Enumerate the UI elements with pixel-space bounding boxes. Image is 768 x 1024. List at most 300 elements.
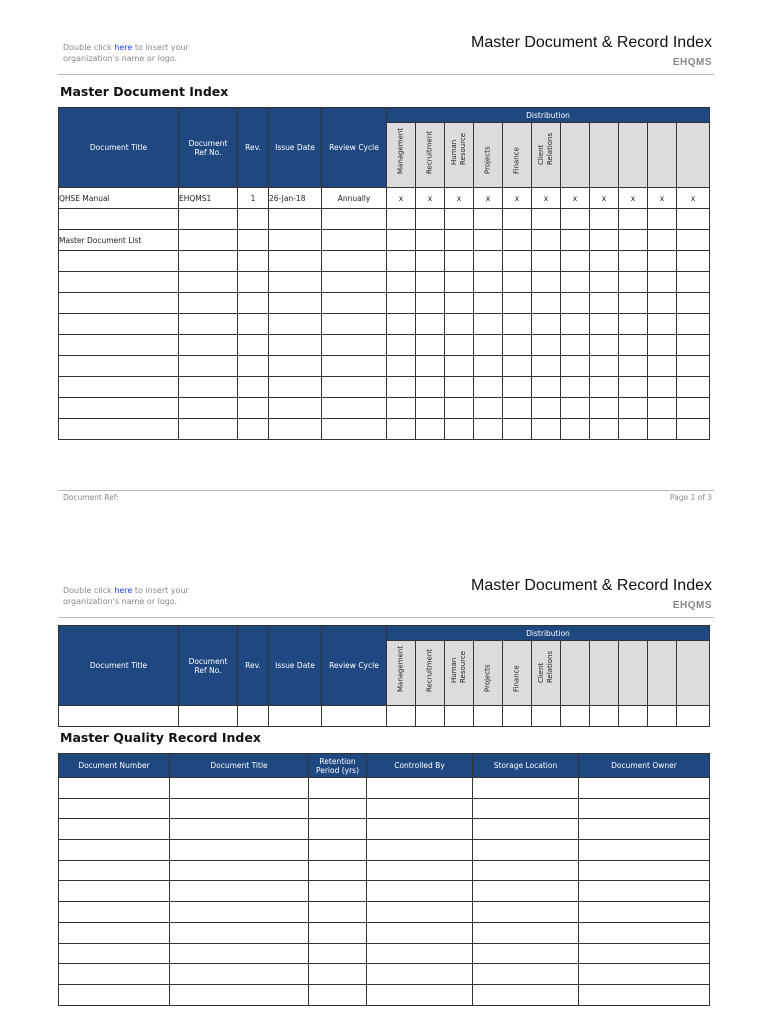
record-cell[interactable] <box>170 943 309 964</box>
cell-distribution-mark[interactable] <box>648 251 677 272</box>
cell-distribution-mark[interactable] <box>532 272 561 293</box>
cell-distribution-mark[interactable] <box>416 706 445 727</box>
cell-distribution-mark[interactable] <box>532 230 561 251</box>
cell-distribution-mark[interactable] <box>619 314 648 335</box>
record-cell[interactable] <box>579 943 710 964</box>
footer-doc-ref: Document Ref: <box>63 493 119 502</box>
cell-distribution-mark[interactable] <box>590 251 619 272</box>
record-cell[interactable] <box>170 798 309 819</box>
cell-review-cycle[interactable] <box>322 230 387 251</box>
record-cell[interactable] <box>579 778 710 799</box>
record-cell[interactable] <box>473 860 579 881</box>
record-cell[interactable] <box>309 943 367 964</box>
cell-review-cycle[interactable] <box>322 293 387 314</box>
record-cell[interactable] <box>59 778 170 799</box>
cell-distribution-mark[interactable] <box>503 293 532 314</box>
cell-distribution-mark[interactable] <box>677 272 710 293</box>
cell-ref[interactable] <box>179 314 238 335</box>
cell-distribution-mark[interactable] <box>677 251 710 272</box>
record-cell[interactable] <box>170 881 309 902</box>
cell-distribution-mark[interactable] <box>445 314 474 335</box>
cell-ref[interactable] <box>179 209 238 230</box>
record-cell[interactable] <box>367 881 473 902</box>
cell-distribution-mark[interactable] <box>648 706 677 727</box>
cell-rev[interactable] <box>238 209 269 230</box>
cell-distribution-mark[interactable] <box>387 293 416 314</box>
cell-rev[interactable]: 1 <box>238 188 269 209</box>
cell-distribution-mark[interactable] <box>445 335 474 356</box>
col-distribution-9 <box>648 123 677 188</box>
cell-distribution-mark[interactable] <box>648 272 677 293</box>
record-cell[interactable] <box>367 984 473 1005</box>
cell-ref[interactable] <box>179 251 238 272</box>
cell-title[interactable] <box>59 377 179 398</box>
record-cell[interactable] <box>309 819 367 840</box>
cell-review-cycle[interactable] <box>322 251 387 272</box>
cell-distribution-mark[interactable] <box>503 398 532 419</box>
record-cell[interactable] <box>473 984 579 1005</box>
cell-distribution-mark[interactable] <box>474 335 503 356</box>
cell-rev[interactable] <box>238 272 269 293</box>
record-cell[interactable] <box>170 902 309 923</box>
cell-distribution-mark[interactable]: x <box>503 188 532 209</box>
cell-distribution-mark[interactable] <box>648 293 677 314</box>
cell-distribution-mark[interactable] <box>619 272 648 293</box>
cell-distribution-mark[interactable] <box>648 356 677 377</box>
cell-distribution-mark[interactable] <box>387 314 416 335</box>
col-controlled-by: Controlled By <box>367 754 473 778</box>
cell-distribution-mark[interactable] <box>416 230 445 251</box>
cell-distribution-mark[interactable] <box>619 356 648 377</box>
cell-distribution-mark[interactable] <box>590 335 619 356</box>
cell-distribution-mark[interactable] <box>445 272 474 293</box>
cell-title[interactable]: Master Document List <box>59 230 179 251</box>
insert-logo-link[interactable]: here <box>114 586 133 595</box>
cell-distribution-mark[interactable] <box>590 209 619 230</box>
record-cell[interactable] <box>579 922 710 943</box>
cell-distribution-mark[interactable] <box>532 293 561 314</box>
cell-distribution-mark[interactable] <box>677 356 710 377</box>
cell-distribution-mark[interactable] <box>648 419 677 440</box>
record-cell[interactable] <box>579 902 710 923</box>
cell-distribution-mark[interactable] <box>590 272 619 293</box>
cell-title[interactable] <box>59 251 179 272</box>
cell-distribution-mark[interactable] <box>590 230 619 251</box>
record-cell[interactable] <box>59 922 170 943</box>
cell-ref[interactable]: EHQMS1 <box>179 188 238 209</box>
cell-distribution-mark[interactable] <box>387 356 416 377</box>
cell-distribution-mark[interactable] <box>474 706 503 727</box>
distribution-label: Finance <box>512 147 521 174</box>
cell-distribution-mark[interactable] <box>590 398 619 419</box>
cell-issue-date[interactable] <box>269 356 322 377</box>
cell-title[interactable] <box>59 272 179 293</box>
cell-ref[interactable] <box>179 335 238 356</box>
record-cell[interactable] <box>309 860 367 881</box>
cell-distribution-mark[interactable] <box>590 293 619 314</box>
cell-distribution-mark[interactable] <box>561 230 590 251</box>
col-distribution-4 <box>503 641 532 706</box>
cell-review-cycle[interactable] <box>322 356 387 377</box>
record-cell[interactable] <box>473 964 579 985</box>
record-cell[interactable] <box>367 922 473 943</box>
col-storage-location: Storage Location <box>473 754 579 778</box>
record-cell[interactable] <box>59 984 170 1005</box>
cell-distribution-mark[interactable] <box>677 419 710 440</box>
cell-distribution-mark[interactable] <box>445 398 474 419</box>
cell-distribution-mark[interactable] <box>561 335 590 356</box>
cell-ref[interactable] <box>179 419 238 440</box>
cell-distribution-mark[interactable] <box>387 230 416 251</box>
cell-distribution-mark[interactable] <box>590 356 619 377</box>
cell-distribution-mark[interactable] <box>416 293 445 314</box>
cell-distribution-mark[interactable] <box>445 356 474 377</box>
cell-rev[interactable] <box>238 356 269 377</box>
distribution-label: Client Relations <box>537 650 554 683</box>
cell-ref[interactable] <box>179 230 238 251</box>
cell-distribution-mark[interactable] <box>387 398 416 419</box>
cell-distribution-mark[interactable] <box>532 377 561 398</box>
cell-distribution-mark[interactable] <box>387 377 416 398</box>
cell-distribution-mark[interactable] <box>561 398 590 419</box>
col-document-number: Document Number <box>59 754 170 778</box>
cell-distribution-mark[interactable] <box>387 251 416 272</box>
cell-distribution-mark[interactable] <box>445 419 474 440</box>
cell-distribution-mark[interactable] <box>561 209 590 230</box>
cell-distribution-mark[interactable] <box>532 706 561 727</box>
col-distribution-3 <box>474 641 503 706</box>
cell-distribution-mark[interactable] <box>648 314 677 335</box>
record-cell[interactable] <box>59 819 170 840</box>
cell-distribution-mark[interactable] <box>532 398 561 419</box>
cell-ref[interactable] <box>179 272 238 293</box>
cell-rev[interactable] <box>238 377 269 398</box>
record-cell[interactable] <box>170 840 309 861</box>
cell-issue-date[interactable] <box>269 272 322 293</box>
cell-distribution-mark[interactable] <box>416 314 445 335</box>
cell-distribution-mark[interactable] <box>677 335 710 356</box>
cell-distribution-mark[interactable] <box>619 377 648 398</box>
record-cell[interactable] <box>309 798 367 819</box>
cell-issue-date[interactable] <box>269 398 322 419</box>
record-cell[interactable] <box>367 798 473 819</box>
col-distribution-3 <box>474 123 503 188</box>
record-cell[interactable] <box>367 840 473 861</box>
cell-distribution-mark[interactable] <box>503 335 532 356</box>
record-cell[interactable] <box>309 984 367 1005</box>
cell-review-cycle[interactable] <box>322 314 387 335</box>
cell-review-cycle[interactable] <box>322 209 387 230</box>
cell-distribution-mark[interactable] <box>561 377 590 398</box>
record-cell[interactable] <box>170 964 309 985</box>
record-cell[interactable] <box>170 860 309 881</box>
record-cell[interactable] <box>473 881 579 902</box>
record-cell[interactable] <box>59 860 170 881</box>
cell-rev[interactable] <box>238 419 269 440</box>
record-cell[interactable] <box>367 778 473 799</box>
cell-distribution-mark[interactable] <box>416 356 445 377</box>
record-cell[interactable] <box>367 964 473 985</box>
cell-rev[interactable] <box>238 293 269 314</box>
cell-ref[interactable] <box>179 398 238 419</box>
cell-distribution-mark[interactable] <box>445 377 474 398</box>
cell-distribution-mark[interactable] <box>416 419 445 440</box>
cell-distribution-mark[interactable] <box>648 335 677 356</box>
record-cell[interactable] <box>579 798 710 819</box>
cell-issue-date[interactable] <box>269 209 322 230</box>
record-cell[interactable] <box>579 984 710 1005</box>
distribution-label: Management <box>396 645 405 692</box>
cell-distribution-mark[interactable] <box>445 293 474 314</box>
record-cell[interactable] <box>170 922 309 943</box>
cell-issue-date[interactable] <box>269 293 322 314</box>
cell-distribution-mark[interactable] <box>474 377 503 398</box>
cell-distribution-mark[interactable] <box>445 230 474 251</box>
cell-distribution-mark[interactable] <box>503 356 532 377</box>
cell-distribution-mark[interactable]: x <box>474 188 503 209</box>
cell-distribution-mark[interactable] <box>416 335 445 356</box>
cell-rev[interactable] <box>238 706 269 727</box>
cell-issue-date[interactable]: 26-Jan-18 <box>269 188 322 209</box>
cell-distribution-mark[interactable] <box>532 251 561 272</box>
col-retention-period: Retention Period (yrs) <box>309 754 367 778</box>
insert-logo-link[interactable]: here <box>114 43 133 52</box>
record-cell[interactable] <box>367 902 473 923</box>
record-cell[interactable] <box>367 819 473 840</box>
cell-distribution-mark[interactable] <box>445 706 474 727</box>
cell-review-cycle[interactable] <box>322 398 387 419</box>
cell-distribution-mark[interactable] <box>532 314 561 335</box>
cell-issue-date[interactable] <box>269 706 322 727</box>
cell-distribution-mark[interactable] <box>474 314 503 335</box>
record-cell[interactable] <box>579 840 710 861</box>
cell-distribution-mark[interactable]: x <box>619 188 648 209</box>
cell-distribution-mark[interactable] <box>561 272 590 293</box>
cell-distribution-mark[interactable] <box>503 251 532 272</box>
table-row <box>59 778 710 799</box>
table-row <box>59 902 710 923</box>
cell-distribution-mark[interactable] <box>590 377 619 398</box>
cell-ref[interactable] <box>179 706 238 727</box>
cell-distribution-mark[interactable] <box>677 314 710 335</box>
cell-distribution-mark[interactable] <box>619 293 648 314</box>
cell-review-cycle[interactable] <box>322 419 387 440</box>
record-cell[interactable] <box>579 964 710 985</box>
cell-distribution-mark[interactable] <box>677 293 710 314</box>
cell-rev[interactable] <box>238 314 269 335</box>
record-cell[interactable] <box>309 778 367 799</box>
cell-distribution-mark[interactable] <box>561 293 590 314</box>
cell-distribution-mark[interactable] <box>416 272 445 293</box>
record-cell[interactable] <box>170 984 309 1005</box>
cell-distribution-mark[interactable] <box>474 251 503 272</box>
record-cell[interactable] <box>309 902 367 923</box>
cell-issue-date[interactable] <box>269 335 322 356</box>
cell-distribution-mark[interactable] <box>503 419 532 440</box>
record-cell[interactable] <box>579 819 710 840</box>
cell-title[interactable]: QHSE Manual <box>59 188 179 209</box>
cell-title[interactable] <box>59 356 179 377</box>
cell-distribution-mark[interactable] <box>532 356 561 377</box>
cell-distribution-mark[interactable] <box>532 335 561 356</box>
record-cell[interactable] <box>309 840 367 861</box>
distribution-label: Finance <box>512 665 521 692</box>
cell-distribution-mark[interactable] <box>503 209 532 230</box>
cell-distribution-mark[interactable]: x <box>648 188 677 209</box>
cell-distribution-mark[interactable] <box>387 335 416 356</box>
record-cell[interactable] <box>473 943 579 964</box>
cell-rev[interactable] <box>238 398 269 419</box>
cell-distribution-mark[interactable] <box>619 209 648 230</box>
cell-distribution-mark[interactable] <box>619 419 648 440</box>
cell-distribution-mark[interactable] <box>648 209 677 230</box>
col-distribution-6 <box>561 123 590 188</box>
cell-distribution-mark[interactable] <box>416 377 445 398</box>
cell-distribution-mark[interactable] <box>416 398 445 419</box>
cell-distribution-mark[interactable]: x <box>532 188 561 209</box>
record-cell[interactable] <box>309 922 367 943</box>
cell-distribution-mark[interactable] <box>677 706 710 727</box>
record-cell[interactable] <box>473 819 579 840</box>
cell-distribution-mark[interactable] <box>561 706 590 727</box>
record-cell[interactable] <box>59 881 170 902</box>
cell-distribution-mark[interactable] <box>561 356 590 377</box>
cell-distribution-mark[interactable] <box>619 335 648 356</box>
cell-ref[interactable] <box>179 293 238 314</box>
cell-distribution-mark[interactable] <box>619 398 648 419</box>
cell-distribution-mark[interactable] <box>387 209 416 230</box>
cell-distribution-mark[interactable] <box>503 377 532 398</box>
cell-review-cycle[interactable]: Annually <box>322 188 387 209</box>
cell-title[interactable] <box>59 419 179 440</box>
record-cell[interactable] <box>59 943 170 964</box>
cell-distribution-mark[interactable]: x <box>416 188 445 209</box>
cell-review-cycle[interactable] <box>322 272 387 293</box>
cell-rev[interactable] <box>238 230 269 251</box>
cell-distribution-mark[interactable] <box>619 251 648 272</box>
cell-distribution-mark[interactable] <box>474 209 503 230</box>
section-title-document-index: Master Document Index <box>60 84 229 99</box>
cell-distribution-mark[interactable]: x <box>590 188 619 209</box>
record-cell[interactable] <box>309 964 367 985</box>
cell-review-cycle[interactable] <box>322 335 387 356</box>
cell-distribution-mark[interactable] <box>416 251 445 272</box>
cell-ref[interactable] <box>179 377 238 398</box>
cell-distribution-mark[interactable] <box>648 377 677 398</box>
record-cell[interactable] <box>59 840 170 861</box>
cell-distribution-mark[interactable] <box>503 706 532 727</box>
record-cell[interactable] <box>473 778 579 799</box>
cell-distribution-mark[interactable] <box>474 293 503 314</box>
cell-title[interactable] <box>59 209 179 230</box>
cell-distribution-mark[interactable]: x <box>387 188 416 209</box>
cell-distribution-mark[interactable] <box>590 706 619 727</box>
distribution-label: Human Resource <box>450 650 467 683</box>
cell-distribution-mark[interactable] <box>677 230 710 251</box>
record-cell[interactable] <box>473 922 579 943</box>
cell-review-cycle[interactable] <box>322 706 387 727</box>
table-row <box>59 922 710 943</box>
col-distribution-2 <box>445 123 474 188</box>
cell-issue-date[interactable] <box>269 419 322 440</box>
cell-distribution-mark[interactable] <box>677 209 710 230</box>
cell-rev[interactable] <box>238 335 269 356</box>
record-cell[interactable] <box>170 778 309 799</box>
cell-title[interactable] <box>59 293 179 314</box>
cell-issue-date[interactable] <box>269 314 322 335</box>
cell-distribution-mark[interactable] <box>474 272 503 293</box>
cell-distribution-mark[interactable] <box>590 314 619 335</box>
cell-issue-date[interactable] <box>269 230 322 251</box>
cell-distribution-mark[interactable]: x <box>561 188 590 209</box>
cell-distribution-mark[interactable] <box>648 398 677 419</box>
cell-distribution-mark[interactable] <box>561 251 590 272</box>
logo-placeholder-hint[interactable] <box>63 42 189 64</box>
cell-distribution-mark[interactable] <box>619 230 648 251</box>
cell-distribution-mark[interactable] <box>387 706 416 727</box>
cell-distribution-mark[interactable] <box>561 419 590 440</box>
cell-distribution-mark[interactable] <box>474 419 503 440</box>
cell-title[interactable] <box>59 398 179 419</box>
cell-distribution-mark[interactable] <box>677 377 710 398</box>
cell-rev[interactable] <box>238 251 269 272</box>
cell-distribution-mark[interactable] <box>503 314 532 335</box>
cell-distribution-mark[interactable] <box>445 251 474 272</box>
cell-distribution-mark[interactable] <box>532 209 561 230</box>
record-cell[interactable] <box>309 881 367 902</box>
record-cell[interactable] <box>170 819 309 840</box>
record-cell[interactable] <box>473 798 579 819</box>
record-cell[interactable] <box>59 964 170 985</box>
record-cell[interactable] <box>473 840 579 861</box>
cell-distribution-mark[interactable]: x <box>445 188 474 209</box>
cell-distribution-mark[interactable] <box>648 230 677 251</box>
cell-title[interactable] <box>59 314 179 335</box>
record-cell[interactable] <box>579 881 710 902</box>
cell-title[interactable] <box>59 706 179 727</box>
cell-distribution-mark[interactable] <box>532 419 561 440</box>
record-cell[interactable] <box>367 943 473 964</box>
distribution-label: Projects <box>483 664 492 692</box>
record-cell[interactable] <box>59 902 170 923</box>
cell-title[interactable] <box>59 335 179 356</box>
cell-distribution-mark[interactable] <box>503 230 532 251</box>
table-row <box>59 798 710 819</box>
cell-distribution-mark[interactable] <box>561 314 590 335</box>
record-cell[interactable] <box>59 798 170 819</box>
cell-distribution-mark[interactable] <box>387 272 416 293</box>
cell-distribution-mark[interactable] <box>590 419 619 440</box>
cell-distribution-mark[interactable] <box>503 272 532 293</box>
cell-distribution-mark[interactable] <box>474 356 503 377</box>
logo-placeholder-hint[interactable] <box>63 585 189 607</box>
cell-ref[interactable] <box>179 356 238 377</box>
cell-distribution-mark[interactable] <box>416 209 445 230</box>
cell-review-cycle[interactable] <box>322 377 387 398</box>
record-cell[interactable] <box>367 860 473 881</box>
cell-distribution-mark[interactable] <box>619 706 648 727</box>
cell-issue-date[interactable] <box>269 377 322 398</box>
cell-distribution-mark[interactable] <box>677 398 710 419</box>
cell-distribution-mark[interactable] <box>445 209 474 230</box>
cell-distribution-mark[interactable] <box>474 230 503 251</box>
cell-issue-date[interactable] <box>269 251 322 272</box>
cell-distribution-mark[interactable]: x <box>677 188 710 209</box>
record-cell[interactable] <box>579 860 710 881</box>
cell-distribution-mark[interactable] <box>474 398 503 419</box>
record-cell[interactable] <box>473 902 579 923</box>
cell-distribution-mark[interactable] <box>387 419 416 440</box>
